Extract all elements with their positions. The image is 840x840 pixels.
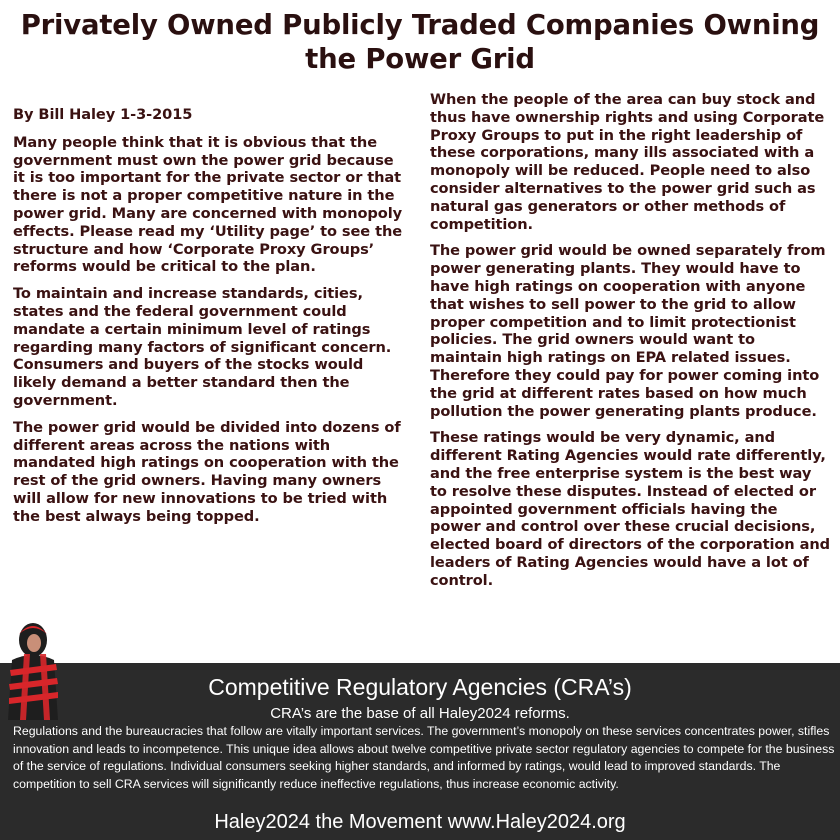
- footer-title: Competitive Regulatory Agencies (CRA’s): [208, 674, 632, 700]
- byline: By Bill Haley 1-3-2015: [13, 106, 193, 123]
- left-column: [13, 106, 410, 535]
- right-paragraph-1: When the people of the area can buy stock and thus have ownership rights and using Corporate Proxy Groups to put in the right leadership of these corporations, many ills associated with a monopoly will be reduced. People need to also consider alternatives to the power grid such as natural gas generators or other methods of competition.: [430, 91, 825, 233]
- right-column: [430, 91, 830, 599]
- article-title: Privately Owned Publicly Traded Companies Owning the Power Grid: [20, 9, 820, 75]
- footer-subtitle: CRA’s are the base of all Haley2024 reforms.: [270, 705, 570, 722]
- right-paragraph-3: These ratings would be very dynamic, and different Rating Agencies would rate differently, and the free enterprise system is the best way to resolve these disputes. Instead of elected or appointed government officials having the power and control over these crucial decisions, elected board of directors of the corporation and leaders of Rating Agencies would have a lot of control.: [430, 429, 830, 589]
- left-paragraph-3: The power grid would be divided into dozens of different areas across the nations with mandated high ratings on cooperation with the rest of the grid owners. Having many owners will allow for new innovations to be tried with the best always being topped.: [13, 418, 401, 525]
- footer-banner: [0, 663, 840, 840]
- footer-body: Regulations and the bureaucracies that follow are vitally important services. The government’s monopoly on these services concentrates power, stifles innovation and leads to incompetence. This unique idea allows about twelve competitive private sector regulatory agencies to compete for the business of the service of regulations. Individual consumers seeking higher standards, and informed by ratings, would lead to improved standards. The competition to sell CRA services will significantly reduce ineffective regulations, thus increase economic activity.: [13, 724, 835, 791]
- footer-url-line: Haley2024 the Movement www.Haley2024.org: [214, 811, 626, 833]
- left-paragraph-1: Many people think that it is obvious that the government must own the power grid because it is too important for the private sector or that there is not a proper competitive nature in the power grid. Many are concerned with monopoly effects. Please read my ‘Utility page’ to see the structure and how ‘Corporate Proxy Groups’ reforms would be critical to the plan.: [13, 133, 403, 276]
- red-tape-figure-icon: [0, 620, 70, 720]
- left-paragraph-2: To maintain and increase standards, cities, states and the federal government could mandate a certain minimum level of ratings regarding many factors of significant concern. Consumers and buyers of the stocks would likely demand a better standard then the government.: [13, 285, 392, 409]
- right-paragraph-2: The power grid would be owned separately from power generating plants. They would have to have high ratings on cooperation with anyone that wishes to sell power to the grid to allow proper competition and to limit protectionist policies. The grid owners would want to maintain high ratings on EPA related issues. Therefore they could pay for power coming into the grid at different rates based on how much pollution the power generating plants produce.: [430, 242, 826, 420]
